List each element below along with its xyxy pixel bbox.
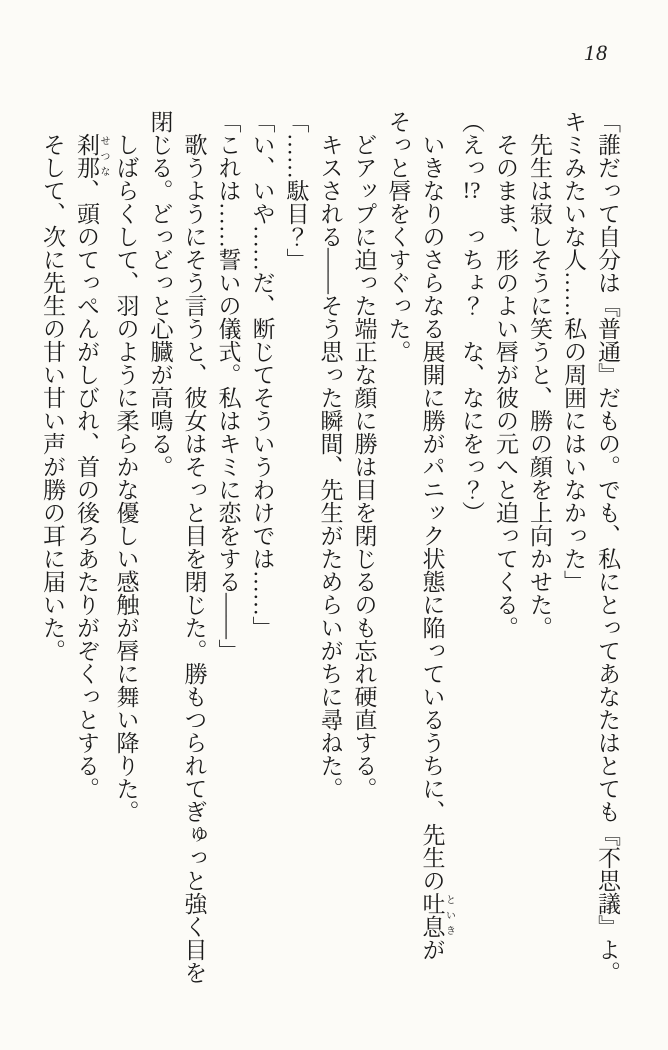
paragraph: いきなりのさらなる展開に勝がパニック状態に陥っているうちに、先生の吐息 といきがそっと唇をくすぐった。 <box>385 110 455 961</box>
paragraph: 「い、いや……だ、断じてそういうわけでは……」 <box>249 110 275 639</box>
paragraph: 歌うようにそう言うと、彼女はそっと目を閉じた。勝もつられてぎゅっと強く目を閉じる。どっどっと心臓が高鳴る。 <box>147 110 207 984</box>
paragraph: 刹那 せつな、頭のてっぺんがしびれ、首の後ろあたりがぞくっとする。 <box>74 133 109 800</box>
tate-chu-yoko: !? <box>462 179 481 202</box>
paragraph: 「……駄目？」 <box>283 110 309 271</box>
paragraph: そして、次に先生の甘い甘い声が勝の耳に届いた。 <box>40 133 65 662</box>
paragraph: （えっ!? っちょ？ な、なにをっ？） <box>459 110 484 524</box>
paragraph: 「これは……誓いの儀式。私はキミに恋をする――」 <box>215 110 241 662</box>
paragraph: 先生は寂しそうに笑うと、勝の顔を上向かせた。 <box>527 133 552 639</box>
page-number: 18 <box>584 40 608 65</box>
paragraph: どアップに迫った端正な顔に勝は目を閉じるのも忘れ硬直する。 <box>351 133 377 800</box>
ruby-annotation: 刹那 せつな <box>74 133 109 179</box>
paragraph: キスされる――そう思った瞬間、先生がためらいがちに尋ねた。 <box>317 133 343 800</box>
text-block <box>35 110 624 1006</box>
paragraph: しばらくして、羽のように柔らかな優しい感触が唇に舞い降りた。 <box>113 133 139 823</box>
ruby-annotation: 吐息 といき <box>419 892 455 938</box>
paragraph: そのまま、形のよい唇が彼の元へと迫ってくる。 <box>493 133 518 639</box>
paragraph: 「誰だって自分は『普通』だもの。でも、私にとってあなたはとても『不思議』よ。キミみたいな人……私の周囲にはいなかった」 <box>561 110 620 984</box>
